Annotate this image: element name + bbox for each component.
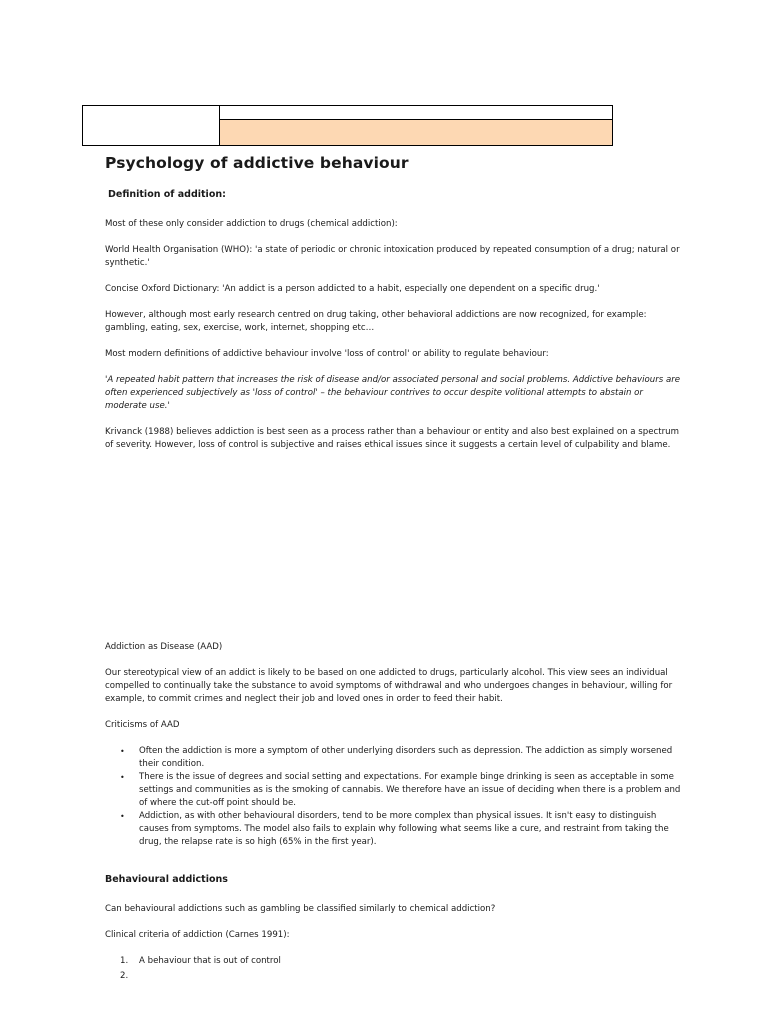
paragraph: World Health Organisation (WHO): 'a state of periodic or chronic intoxication produced by repeated consumption of a drug; natural or synthetic.': [105, 245, 680, 268]
list-item-text: Often the addiction is more a symptom of other underlying disorders such as depression. The addiction as simply worsened their condition.: [139, 746, 673, 769]
criticisms-heading: Criticisms of AAD: [105, 720, 180, 730]
list-item-text: There is the issue of degrees and social setting and expectations. For example binge drinking is seen as acceptable in some settings and communities as is the smoking of cannabis. We therefore have an issue of deciding when there is a problem and of where the cut-off point should be.: [139, 772, 681, 808]
list-item: [105, 771, 687, 810]
criticisms-list: [105, 745, 687, 849]
behavioural-question: Can behavioural addictions such as gambling be classified similarly to chemical addiction?: [105, 904, 496, 914]
definition-heading: Definition of addition:: [108, 189, 226, 200]
quote-paragraph: 'A repeated habit pattern that increases the risk of disease and/or associated personal and social problems. Addictive behaviours are often experienced subjectively as 'loss of control' – the behaviour contrives to occur despite volitional attempts to abstain or moderate use.': [105, 375, 681, 411]
header-table: [82, 105, 613, 146]
paragraph: However, although most early research centred on drug taking, other behavioral addictions are now recognized, for example: gambling, eating, sex, exercise, work, internet, shopping etc…: [105, 310, 647, 333]
behavioural-heading: Behavioural addictions: [105, 874, 228, 885]
list-item: [105, 955, 687, 968]
header-table-highlighted-cell: [220, 120, 612, 145]
list-item-text: Addiction, as with other behavioural disorders, tend to be more complex than physical issues. It isn't easy to distinguish causes from symptoms. The model also fails to explain why following what seems like a cure, and restraint from taking the drug, the relapse rate is so high (65% in the first year).: [139, 811, 669, 847]
aad-heading: Addiction as Disease (AAD): [105, 642, 223, 652]
page-title: Psychology of addictive behaviour: [105, 154, 409, 172]
document-body: [105, 152, 687, 981]
criteria-list: [105, 955, 687, 981]
bullet-icon: •: [120, 747, 125, 756]
list-item: [105, 810, 687, 849]
list-number: 1.: [120, 956, 129, 966]
paragraph: Most of these only consider addiction to drugs (chemical addiction):: [105, 219, 398, 229]
blank-space: [105, 465, 687, 641]
paragraph: Krivanck (1988) believes addiction is best seen as a process rather than a behaviour or entity and also best explained on a spectrum of severity. However, loss of control is subjective and raises ethical issues since it suggests a certain level of culpability and blame.: [105, 427, 679, 450]
header-table-left-cell: [83, 106, 220, 145]
header-table-top-right-cell: [220, 106, 612, 120]
bullet-icon: •: [120, 812, 125, 821]
list-item: [105, 745, 687, 771]
criteria-heading: Clinical criteria of addiction (Carnes 1991):: [105, 930, 290, 940]
list-number: 2.: [120, 971, 129, 981]
bullet-icon: •: [120, 773, 125, 782]
aad-paragraph: Our stereotypical view of an addict is likely to be based on one addicted to drugs, particularly alcohol. This view sees an individual compelled to continually take the substance to avoid symptoms of withdrawal and who undergoes changes in behaviour, willing for example, to commit crimes and neglect their job and loved ones in order to feed their habit.: [105, 668, 673, 704]
paragraph: Most modern definitions of addictive behaviour involve 'loss of control' or ability to regulate behaviour:: [105, 349, 549, 359]
paragraph: Concise Oxford Dictionary: 'An addict is a person addicted to a habit, especially one dependent on a specific drug.': [105, 284, 600, 294]
list-item-text: A behaviour that is out of control: [139, 956, 281, 966]
